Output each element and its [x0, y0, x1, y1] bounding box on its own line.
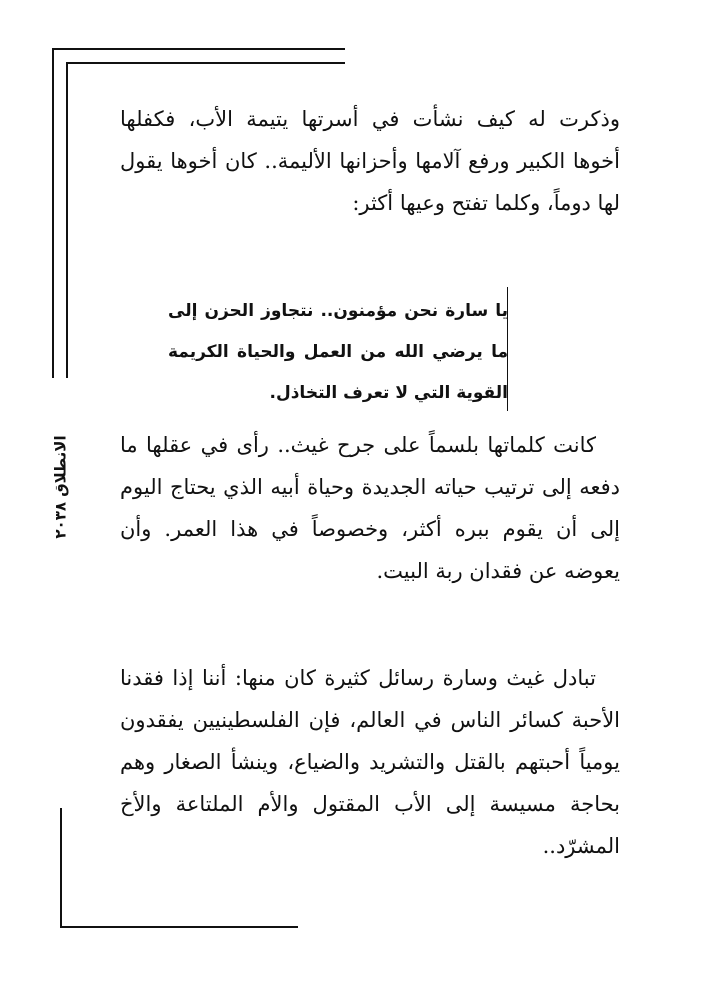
running-header [38, 412, 84, 562]
frame-top-inner-vertical [66, 62, 68, 378]
frame-bottom-vertical [60, 808, 62, 928]
running-header-text: الانطلاق ٢٠٣٨ [52, 435, 71, 539]
paragraph-1: وذكرت له كيف نشأت في أسرتها يتيمة الأب، فكفلها أخوها الكبير ورفع آلامها وأحزانها الأليمة.. كان أخوها يقول لها دوماً، وكلما تفتح وعيها أكثر: [120, 107, 620, 215]
paragraph-3: تبادل غيث وسارة رسائل كثيرة كان منها: أننا إذا فقدنا الأحبة كسائر الناس في العالم، فإن الفلسطينيين يفقدون يومياً أحبتهم بالقتل والتشريد والضياع، وينشأ الصغار وهم بحاجة مسيسة إلى الأب المقتول والأم الملتاعة والأخ المشرّد.. [120, 666, 620, 858]
frame-top-outer-horizontal [52, 48, 345, 50]
quote-block: يا سارة نحن مؤمنون.. نتجاوز الحزن إلى ما يرضي الله من العمل والحياة الكريمة القوية التي لا تعرف التخاذل. [168, 301, 508, 403]
frame-top-inner-horizontal [66, 62, 345, 64]
paragraph-2: كانت كلماتها بلسماً على جرح غيث.. رأى في عقلها ما دفعه إلى ترتيب حياته الجديدة وحياة أبيه الذي يحتاج اليوم إلى أن يقوم ببره أكثر، وخصوصاً في هذا العمر. وأن يعوضه عن فقدان ربة البيت. [120, 433, 620, 583]
frame-bottom-horizontal [60, 926, 298, 928]
frame-top-outer-vertical [52, 48, 54, 378]
